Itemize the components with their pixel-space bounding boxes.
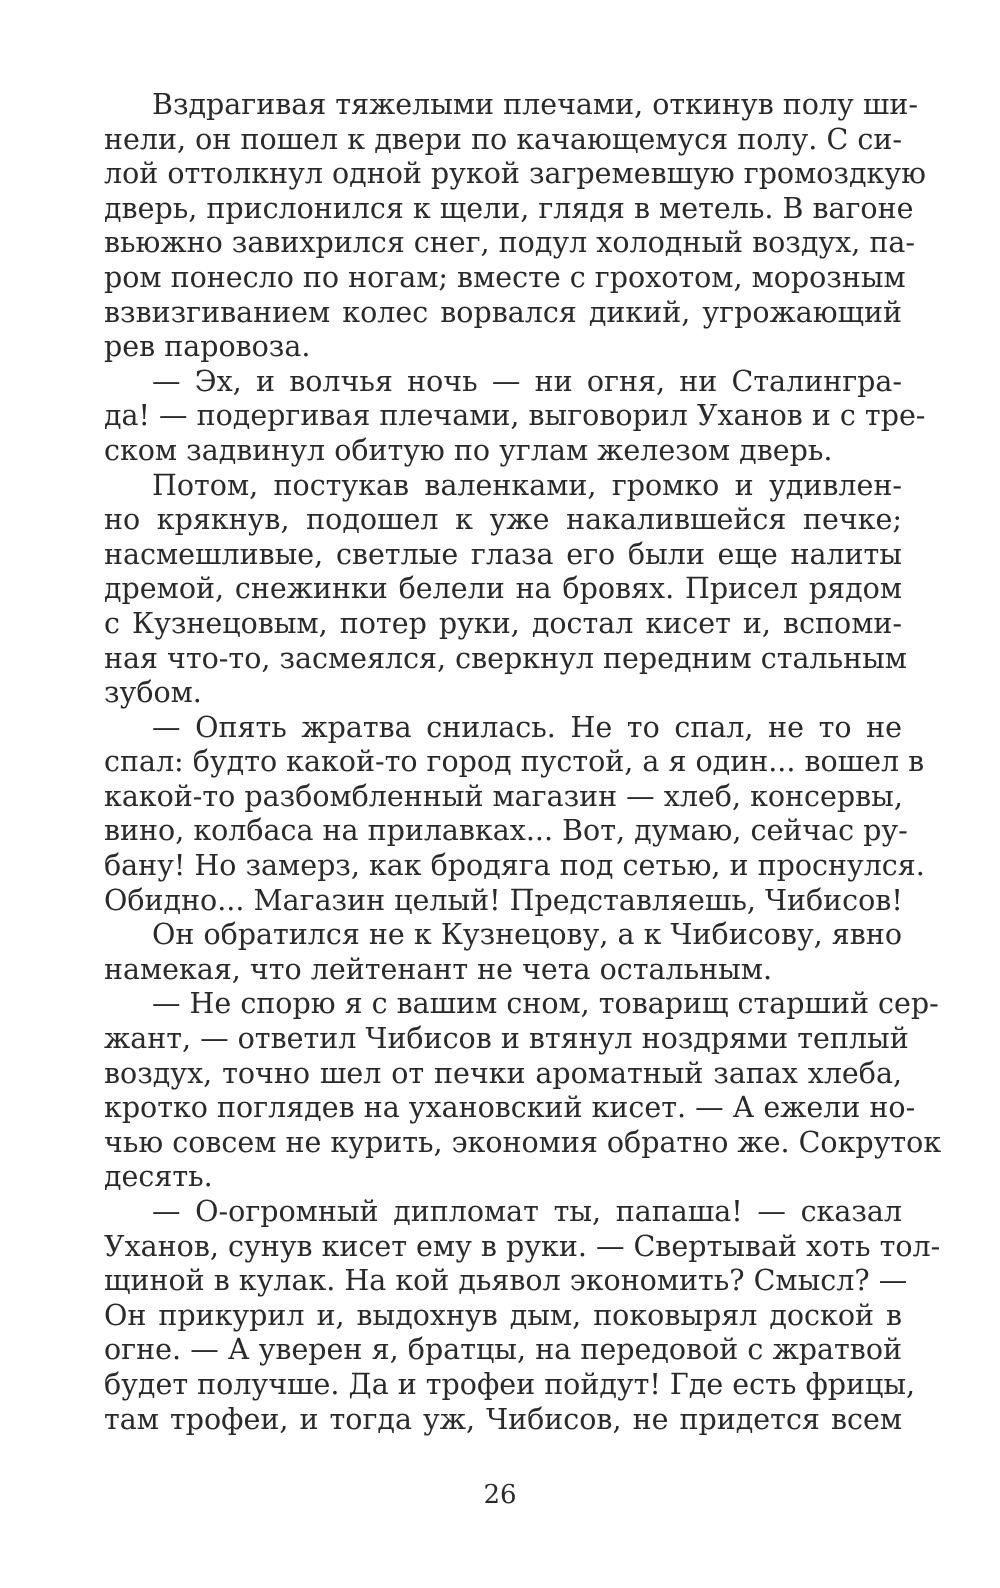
page-number: 26 — [483, 1480, 517, 1510]
text-line: — Эх, и волчья ночь — ни огня, ни Сталингра- — [152, 364, 902, 398]
text-line: кротко поглядев на ухановский кисет. — А ежели но- — [104, 1091, 916, 1125]
text-line: зубом. — [104, 676, 202, 710]
text-line: дремой, снежинки белели на бровях. Присел рядом — [104, 572, 902, 606]
text-line: Потом, постукав валенками, громко и удивлен- — [152, 468, 902, 502]
text-line: да! — подергивая плечами, выговорил Уханов и с тре- — [104, 399, 926, 433]
text-line: вьюжно завихрился снег, подул холодный воздух, па- — [104, 226, 915, 260]
text-line: десять. — [104, 1160, 213, 1194]
text-line: насмешливые, светлые глаза его были еще налиты — [104, 537, 902, 571]
text-line: дверь, прислонился к щели, глядя в метель. В вагоне — [104, 191, 914, 225]
text-line: — Опять жратва снилась. Не то спал, не то не — [152, 710, 902, 744]
text-line: но крякнув, подошел к уже накалившейся печке; — [104, 503, 902, 537]
text-line: взвизгиванием колес ворвался дикий, угрожающий — [104, 295, 902, 329]
text-line: будет получше. Да и трофеи пойдут! Где есть фрицы, — [104, 1367, 916, 1401]
text-line: спал: будто какой-то город пустой, а я один... вошел в — [104, 745, 925, 779]
text-line: чью совсем не курить, экономия обратно же. Сокруток — [104, 1125, 942, 1159]
text-line: ная что-то, засмеялся, сверкнул передним стальным — [104, 641, 907, 675]
text-line: намекая, что лейтенант не чета остальным. — [104, 952, 773, 986]
text-line: нели, он пошел к двери по качающемуся полу. С си- — [104, 122, 902, 156]
text-line: Он обратился не к Кузнецову, а к Чибисову, явно — [152, 918, 902, 952]
text-line: ском задвинул обитую по углам железом дверь. — [104, 433, 833, 467]
text-line: с Кузнецовым, потер руки, достал кисет и, вспоми- — [104, 606, 902, 640]
text-line: воздух, точно шел от печки ароматный запах хлеба, — [104, 1056, 902, 1090]
text-line: вино, колбаса на прилавках... Вот, думаю, сейчас ру- — [104, 814, 908, 848]
text-line: лой оттолкнул одной рукой загремевшую громоздкую — [104, 157, 926, 191]
text-line: — Не спорю я с вашим сном, товарищ старший сер- — [152, 987, 939, 1021]
text-line: жант, — ответил Чибисов и втянул ноздрями теплый — [104, 1022, 909, 1056]
text-line: огне. — А уверен я, братцы, на передовой с жратвой — [104, 1333, 902, 1367]
text-line: Вздрагивая тяжелыми плечами, откинув полу ши- — [152, 88, 919, 121]
text-line: там трофеи, и тогда уж, Чибисов, не придется всем — [104, 1402, 902, 1436]
text-line: ром понесло по ногам; вместе с грохотом, морозным — [104, 260, 906, 294]
text-line: какой-то разбомбленный магазин — хлеб, консервы, — [104, 779, 903, 813]
text-line: Он прикурил и, выдохнув дым, поковырял доской в — [104, 1298, 902, 1332]
text-line: бану! Но замерз, как бродяга под сетью, и проснулся. — [104, 849, 925, 883]
text-line: Уханов, сунув кисет ему в руки. — Свертывай хоть тол- — [104, 1229, 941, 1263]
text-line: — О-огромный дипломат ты, папаша! — сказал — [152, 1195, 902, 1228]
text-line: рев паровоза. — [104, 330, 311, 364]
text-line: Обидно... Магазин целый! Представляешь, Чибисов! — [104, 883, 903, 917]
body-text — [104, 88, 942, 1437]
text-line: щиной в кулак. На кой дьявол экономить? Смысл? — — [104, 1264, 908, 1298]
